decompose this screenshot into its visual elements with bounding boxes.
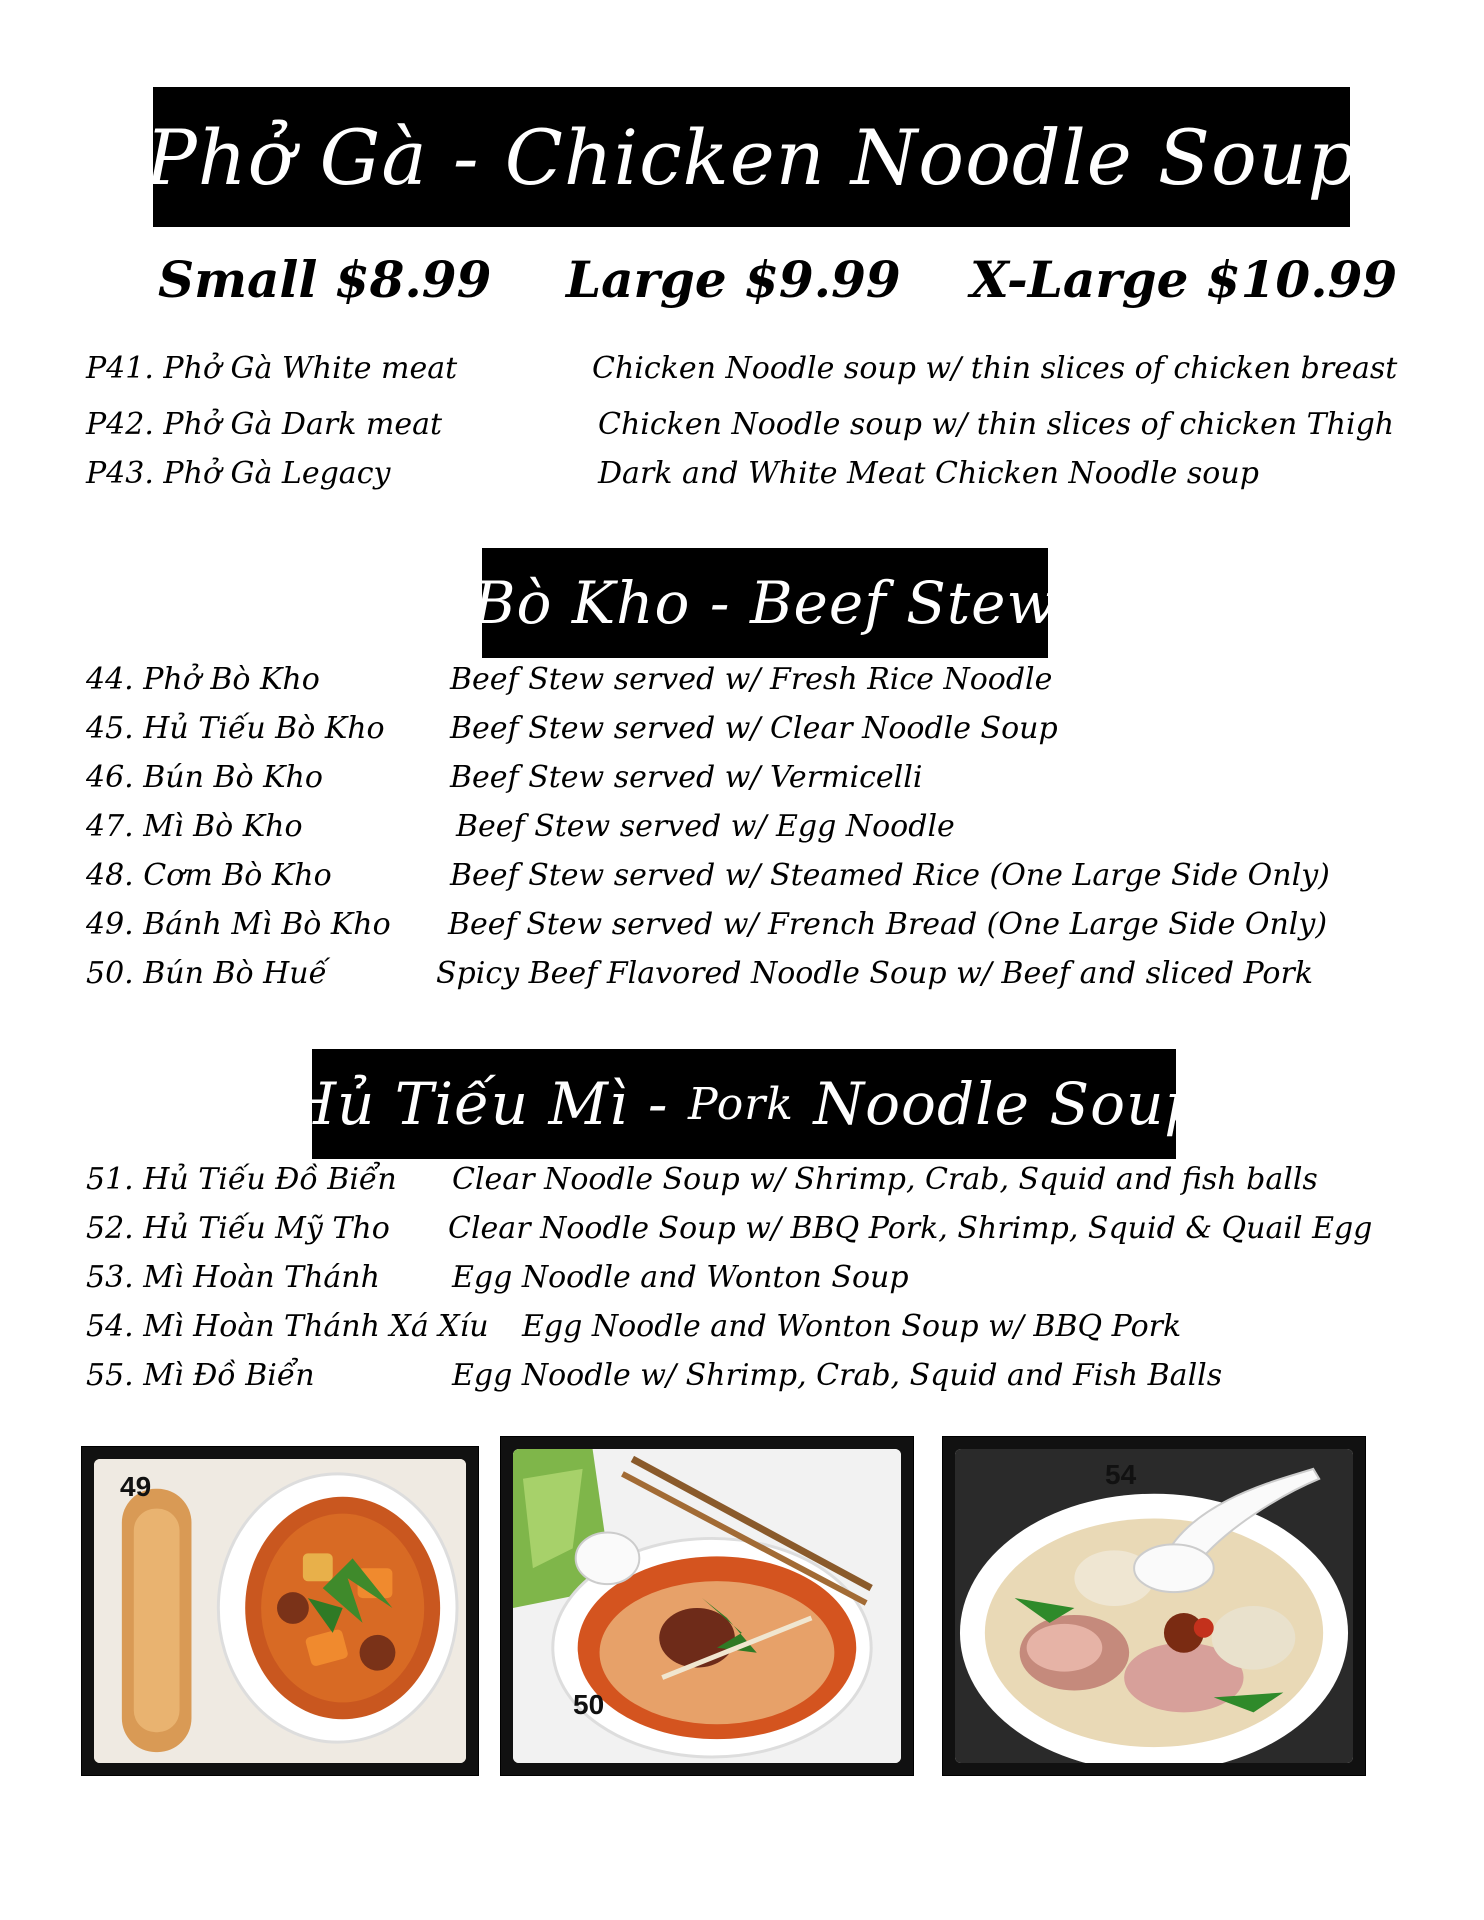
item-description: Beef Stew served w/ Steamed Rice (One Large Side Only) <box>450 858 1330 893</box>
section-title-vn: Hủ Tiếu Mì - <box>285 1070 669 1138</box>
item-description: Beef Stew served w/ French Bread (One Large Side Only) <box>448 907 1328 942</box>
section-title-pho-ga <box>145 87 1358 227</box>
photo-number-tag: 50 <box>573 1689 605 1720</box>
section-title-en: Beef Stew <box>749 569 1058 637</box>
price-xlarge: X-Large $10.99 <box>970 250 1398 309</box>
bun-bo-hue-image <box>513 1449 901 1763</box>
item-name: 50. Bún Bò Huế <box>86 956 328 991</box>
item-description: Spicy Beef Flavored Noodle Soup w/ Beef and sliced Pork <box>436 956 1314 991</box>
mi-hoan-thanh-image <box>955 1449 1353 1763</box>
item-name: 49. Bánh Mì Bò Kho <box>86 907 391 942</box>
photo-number-tag: 54 <box>1105 1459 1137 1490</box>
section-title-small: Pork <box>687 1078 794 1130</box>
item-name: 44. Phở Bò Kho <box>86 662 320 697</box>
item-name: P43. Phở Gà Legacy <box>86 456 391 491</box>
item-description: Egg Noodle and Wonton Soup w/ BBQ Pork <box>522 1309 1182 1344</box>
item-description: Beef Stew served w/ Fresh Rice Noodle <box>450 662 1053 697</box>
banh-mi-bo-kho-image <box>94 1459 466 1763</box>
item-description: Egg Noodle w/ Shrimp, Crab, Squid and Fish Balls <box>452 1358 1223 1393</box>
section-title-hu-tieu <box>285 1049 1203 1159</box>
item-name: 47. Mì Bò Kho <box>86 809 303 844</box>
photo-number-tag: 49 <box>120 1471 152 1502</box>
item-name: 54. Mì Hoàn Thánh Xá Xíu <box>86 1309 489 1344</box>
item-description: Egg Noodle and Wonton Soup <box>452 1260 909 1295</box>
item-name: 45. Hủ Tiếu Bò Kho <box>86 711 385 746</box>
section-title-en: Noodle Soup <box>813 1070 1203 1138</box>
photo-bun-bo-hue <box>500 1436 914 1776</box>
item-name: P41. Phở Gà White meat <box>86 351 458 386</box>
item-description: Beef Stew served w/ Vermicelli <box>450 760 923 795</box>
section-title-en: Chicken Noodle Soup <box>504 112 1358 202</box>
photo-banh-mi-bo-kho <box>81 1446 479 1776</box>
item-description: Clear Noodle Soup w/ BBQ Pork, Shrimp, Squid & Quail Egg <box>448 1211 1373 1246</box>
item-name: 53. Mì Hoàn Thánh <box>86 1260 380 1295</box>
price-small: Small $8.99 <box>158 250 492 309</box>
section-title-vn: Phở Gà - <box>145 112 480 202</box>
item-name: 46. Bún Bò Kho <box>86 760 323 795</box>
item-name: 55. Mì Đồ Biển <box>86 1358 315 1393</box>
price-large: Large $9.99 <box>566 250 901 309</box>
item-description: Beef Stew served w/ Egg Noodle <box>456 809 955 844</box>
item-description: Beef Stew served w/ Clear Noodle Soup <box>450 711 1058 746</box>
photo-mi-hoan-thanh-xa-xiu <box>942 1436 1366 1776</box>
item-description: Chicken Noodle soup w/ thin slices of chicken breast <box>592 351 1398 386</box>
section-title-vn: Bò Kho - <box>472 569 731 637</box>
section-title-bo-kho <box>472 548 1058 658</box>
item-name: 48. Cơm Bò Kho <box>86 858 332 893</box>
item-name: 52. Hủ Tiếu Mỹ Tho <box>86 1211 390 1246</box>
item-description: Dark and White Meat Chicken Noodle soup <box>598 456 1259 491</box>
item-description: Chicken Noodle soup w/ thin slices of chicken Thigh <box>598 407 1395 442</box>
item-name: P42. Phở Gà Dark meat <box>86 407 443 442</box>
item-description: Clear Noodle Soup w/ Shrimp, Crab, Squid and fish balls <box>452 1162 1318 1197</box>
item-name: 51. Hủ Tiếu Đồ Biển <box>86 1162 397 1197</box>
